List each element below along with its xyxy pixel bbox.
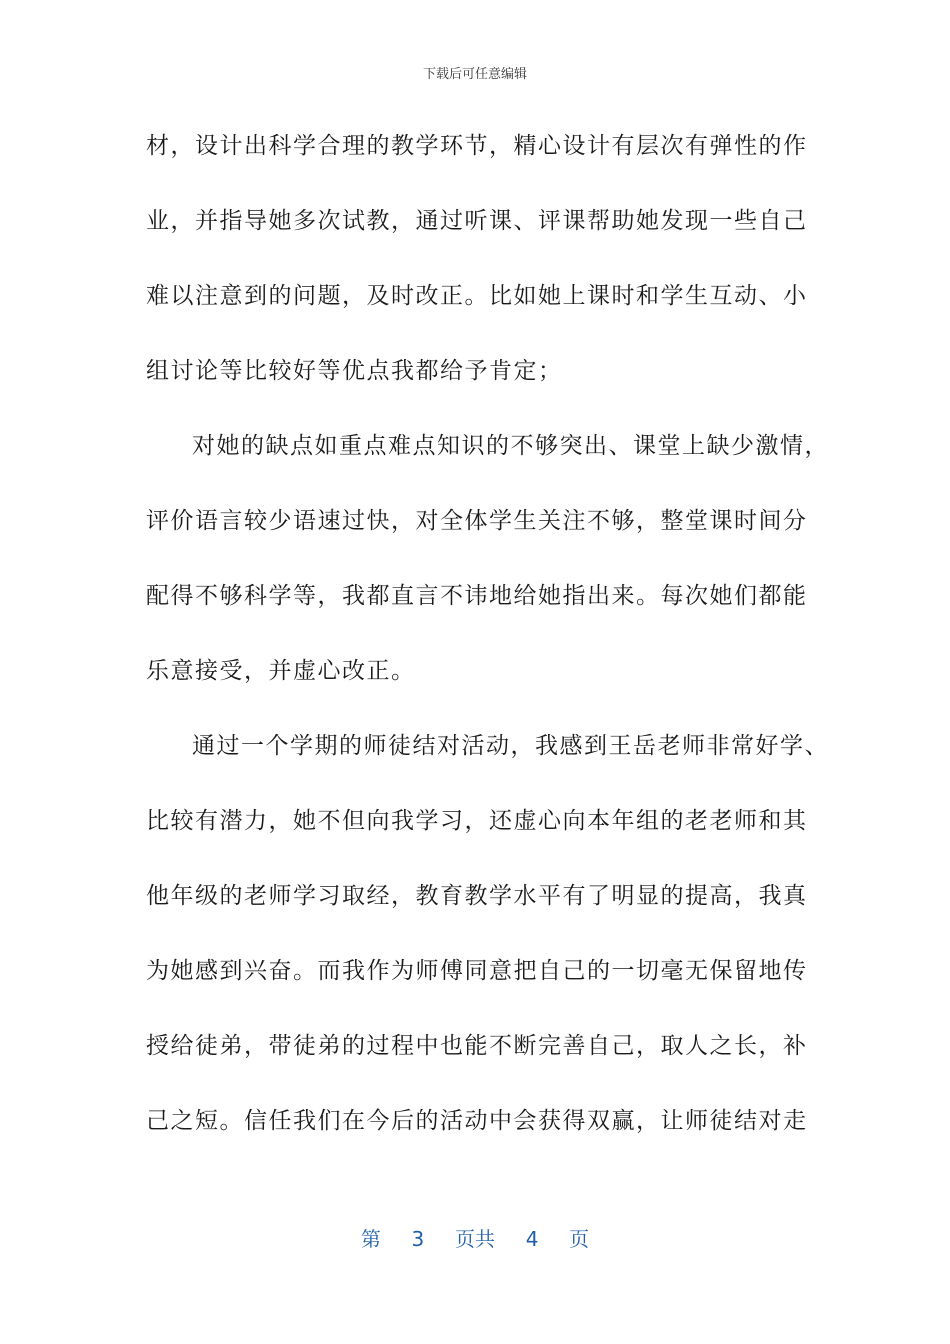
text-line: 己之短。信任我们在今后的活动中会获得双赢，让师徒结对走: [146, 1108, 808, 1134]
text-line: 乐意接受，并虚心改正。: [146, 658, 416, 684]
document-body: [146, 126, 829, 1176]
text-line: 为她感到兴奋。而我作为师傅同意把自己的一切毫无保留地传: [146, 958, 808, 984]
paragraph-start-line: 对她的缺点如重点难点知识的不够突出、课堂上缺少激情，: [192, 433, 829, 459]
total-pages-number: 4: [525, 1227, 539, 1251]
paragraph-start-line: 通过一个学期的师徒结对活动，我感到王岳老师非常好学、: [192, 733, 829, 759]
text-line: 难以注意到的问题，及时改正。比如她上课时和学生互动、小: [146, 283, 808, 309]
current-page-number: 3: [411, 1227, 425, 1251]
text-line: 业，并指导她多次试教，通过听课、评课帮助她发现一些自己: [146, 208, 808, 234]
footer-suffix: 页: [569, 1227, 590, 1251]
footer-middle: 页共: [455, 1227, 495, 1251]
header-note: 下载后可任意编辑: [422, 67, 527, 82]
text-line: 评价语言较少语速过快，对全体学生关注不够，整堂课时间分: [146, 508, 808, 534]
text-line: 比较有潜力，她不但向我学习，还虚心向本年组的老老师和其: [146, 808, 808, 834]
footer-prefix: 第: [360, 1227, 381, 1251]
text-line: 他年级的老师学习取经，教育教学水平有了明显的提高，我真: [146, 883, 808, 909]
text-line: 配得不够科学等，我都直言不讳地给她指出来。每次她们都能: [146, 583, 808, 609]
text-line: 材，设计出科学合理的教学环节，精心设计有层次有弹性的作: [146, 133, 808, 159]
text-line: 组讨论等比较好等优点我都给予肯定；: [146, 358, 563, 384]
text-line: 授给徒弟，带徒弟的过程中也能不断完善自己，取人之长，补: [146, 1033, 808, 1059]
page-footer: [0, 1226, 950, 1252]
